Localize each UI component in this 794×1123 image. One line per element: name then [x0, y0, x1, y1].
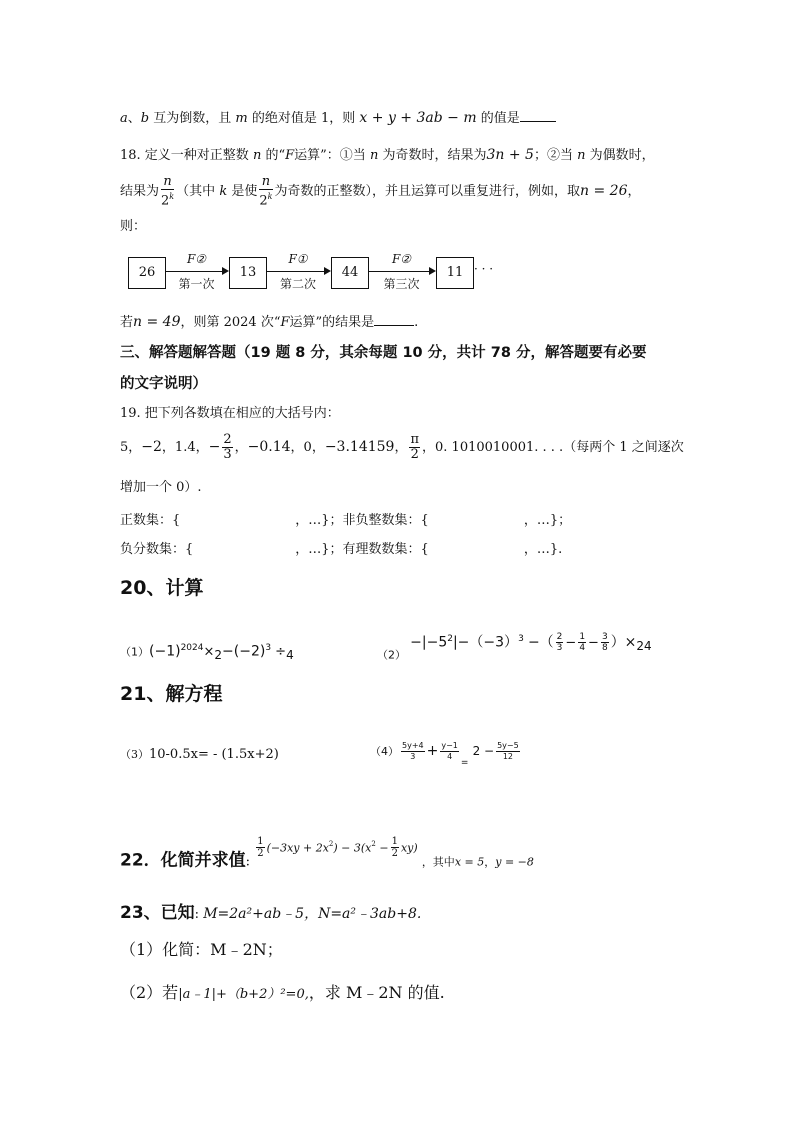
frac-den: 3 [410, 752, 416, 761]
frac-num: n [163, 174, 172, 189]
q19-numbers [120, 430, 684, 465]
fraction-pi-2 [409, 433, 420, 462]
step-label: 第三次 [383, 277, 420, 291]
frac-num: 5y+4 [402, 741, 424, 750]
set-label: ，…}；非负整数集：{ [295, 513, 429, 528]
arrow [267, 271, 329, 272]
set-label: ，…}. [523, 542, 563, 557]
q18-text: ；②当 [533, 148, 573, 163]
q23-part1: （1）化简：M﹣2N； [120, 940, 283, 959]
op-label [166, 252, 227, 266]
expr: = [460, 758, 469, 768]
var-k: k [219, 184, 228, 200]
q18-question [120, 313, 418, 332]
op-text: F② [391, 252, 412, 266]
q20-part2 [377, 624, 652, 670]
number: ， [234, 440, 248, 455]
fraction-n-over-2k [161, 175, 174, 208]
frac-num: 1 [579, 632, 586, 643]
expr: 2 [214, 647, 223, 662]
q22-expression [254, 818, 417, 874]
q17-text3: 的值是 [480, 111, 520, 126]
q23-title: 23、已知 [120, 903, 195, 923]
expr: 24 [636, 638, 652, 653]
expr: ) − 3 [333, 841, 361, 855]
q21-part4 [370, 731, 522, 783]
q23-line [120, 902, 421, 926]
number: ， [394, 440, 408, 455]
q18-line2 [120, 175, 641, 208]
q18-text: 运算”的结果是 [289, 315, 375, 330]
q18-text: 为奇数时，结果为 [382, 148, 487, 163]
q18-text: 运算”：①当 [294, 148, 366, 163]
frac-den: 8 [601, 643, 608, 654]
number: − [208, 439, 221, 455]
var-n: n [369, 148, 379, 163]
condition: |a﹣1|+（b+2）²=0, [178, 987, 309, 1002]
frac-den: 2 [410, 447, 419, 462]
var-F: F [285, 148, 295, 163]
q22-line [120, 818, 534, 888]
q21-part3 [120, 746, 279, 764]
expr: xy) [400, 841, 418, 855]
q20-title: 20、计算 [120, 577, 204, 599]
q23-text: （2）若 [120, 983, 179, 1002]
fraction [556, 632, 564, 653]
expr: ÷ [271, 644, 287, 660]
var-a: a [120, 111, 128, 126]
exponent: 3 [518, 634, 524, 644]
frac-exp: k [267, 192, 273, 201]
exponent: 2024 [180, 643, 204, 653]
value-box: 13 [229, 257, 267, 289]
frac-num: π [410, 432, 420, 447]
part-label: （1） [120, 645, 149, 659]
step-label: 第二次 [279, 277, 316, 291]
q23-part2 [120, 982, 445, 1006]
op-label [369, 252, 434, 266]
set-label: 负分数集：{ [120, 542, 194, 557]
q18-text: ， [627, 184, 641, 200]
var-b: b [140, 111, 150, 126]
q18-text: ，则第 2024 次“ [180, 315, 281, 330]
sep: 、 [127, 111, 141, 126]
section-title: 三、解答题解答题（19 题 8 分，其余每题 10 分，共计 78 分，解答题要有必要 [120, 345, 647, 361]
expr: −（ [527, 634, 554, 651]
answer-blank [374, 313, 414, 326]
frac-num: 1 [257, 836, 264, 848]
set-label: 正数集：{ [120, 513, 181, 528]
q18-text: 结果为 [120, 184, 160, 200]
step-label: 第一次 [178, 277, 215, 291]
q22-title: 22．化简并求值 [120, 850, 246, 871]
frac-num: n [261, 174, 271, 189]
frac-den: 3 [556, 643, 563, 654]
q18-text: . [414, 315, 419, 330]
part-label: （2） [377, 648, 406, 662]
part-label: （3） [120, 748, 149, 761]
frac-den: 2 [257, 848, 264, 860]
expr: (−3xy + 2x [266, 841, 329, 855]
number: ，0， [290, 440, 325, 455]
expr: (−1) [149, 643, 181, 660]
definition: M=2a²+ab﹣5，N=a²﹣3ab+8. [203, 906, 422, 922]
section-title-cont: 的文字说明） [120, 376, 207, 392]
var-F: F [280, 315, 290, 330]
var-m: m [235, 111, 248, 126]
number: −0.14̇ [247, 439, 291, 455]
frac-den: 4 [579, 643, 586, 654]
expr: × [203, 644, 215, 660]
q18-text: 为偶数时， [589, 148, 655, 163]
number: 5， [120, 440, 142, 455]
q22-text: ，其中 [421, 855, 455, 869]
number: ，0. 1010010001. . . .（每两个 1 之间逐次 [422, 440, 684, 455]
op-label [267, 252, 329, 266]
frac-den: 3 [223, 447, 232, 462]
colon: : [245, 854, 251, 870]
x-value: x = 5 [454, 855, 485, 869]
expr: − [588, 635, 599, 651]
expr: 4 [286, 647, 294, 662]
q18-text: 则： [120, 219, 147, 234]
expr: ）× [610, 634, 637, 651]
frac-exp: k [169, 192, 175, 201]
fraction [496, 741, 520, 762]
exponent: 2 [371, 840, 376, 848]
fraction [601, 632, 609, 653]
fraction [440, 741, 459, 762]
arrow [369, 271, 434, 272]
q18-line3 [120, 218, 146, 236]
expr: −(−2) [222, 643, 266, 660]
q18-line1 [120, 146, 655, 165]
fraction-half [391, 836, 399, 859]
q19-sets-row2 [120, 541, 562, 559]
var-n: n [252, 148, 262, 163]
q19-sets-row1 [120, 512, 571, 530]
q18-text: 若 [120, 315, 134, 330]
expr: − [565, 635, 577, 651]
q18-text: 是使 [231, 184, 258, 200]
value-box: 44 [331, 257, 369, 289]
frac-num: y−1 [441, 741, 458, 750]
y-value: y = −8 [495, 855, 534, 869]
exponent: 3 [265, 643, 272, 653]
q17-line [120, 109, 556, 128]
fraction-2-3 [222, 433, 232, 462]
fraction [578, 632, 586, 653]
frac-num: 5y−5 [497, 741, 519, 750]
var-n: n [577, 148, 586, 163]
frac-den: 2 [259, 193, 268, 209]
expr: |−（−3） [452, 634, 519, 651]
fraction [401, 741, 425, 762]
frac-den: 12 [502, 752, 513, 761]
equation: 10-0.5x= - (1.5x+2) [149, 747, 279, 762]
q23-text: ，求 M﹣2N 的值. [308, 983, 445, 1002]
fraction-n-over-2k [259, 175, 272, 208]
frac-num: 1 [391, 836, 398, 848]
frac-num: 2 [556, 632, 563, 643]
expr: + [426, 743, 439, 759]
expr: (x [360, 841, 372, 855]
q18-text: 为奇数的正整数），并且运算可以重复进行，例如，取 [274, 184, 581, 200]
answer-blank [520, 109, 556, 122]
ask-expression: n = 49 [133, 314, 181, 330]
op-text: F① [288, 252, 308, 266]
q18-text: 18. 定义一种对正整数 [120, 148, 249, 163]
frac-num: 2 [223, 432, 232, 447]
value-box: 26 [128, 257, 166, 289]
fraction-half [256, 836, 264, 859]
value-box: 11 [436, 257, 474, 289]
q22-text: ， [484, 855, 496, 869]
arrow [166, 271, 227, 272]
q20-part1 [120, 639, 294, 664]
set-label: ，…}； [523, 513, 572, 528]
q19-intro: 19. 把下列各数填在相应的大括号内： [120, 406, 340, 421]
expr: 2 − [472, 744, 495, 758]
q18-text: （其中 [176, 184, 216, 200]
colon: : [194, 907, 200, 922]
part-label: （4） [370, 745, 399, 758]
odd-expression: 3n + 5 [486, 147, 534, 163]
expr: −|−5 [410, 634, 448, 651]
number: −3.14159 [324, 439, 395, 455]
frac-den: 4 [447, 752, 453, 761]
frac-den: 2 [391, 848, 398, 860]
q19-line2: 增加一个 0）. [120, 480, 202, 495]
example-expression: n = 26 [580, 183, 628, 200]
exponent: 2 [328, 840, 334, 848]
ellipsis: · · · [474, 262, 494, 276]
exponent: 2 [447, 634, 453, 644]
frac-num: 3 [601, 632, 608, 643]
op-text: F② [186, 252, 207, 266]
q17-text1: 互为倒数，且 [153, 111, 232, 126]
q17-expression: x + y + 3ab − m [359, 110, 477, 126]
q18-text: 的“ [265, 148, 286, 163]
q17-text2: 的绝对值是 1，则 [251, 111, 356, 126]
number: ，1.4， [161, 440, 209, 455]
number: −2 [141, 439, 162, 455]
frac-den: 2 [161, 193, 170, 209]
set-label: ，…}；有理数数集：{ [295, 542, 429, 557]
q21-title: 21、解方程 [120, 683, 223, 705]
expr: − [375, 841, 389, 855]
